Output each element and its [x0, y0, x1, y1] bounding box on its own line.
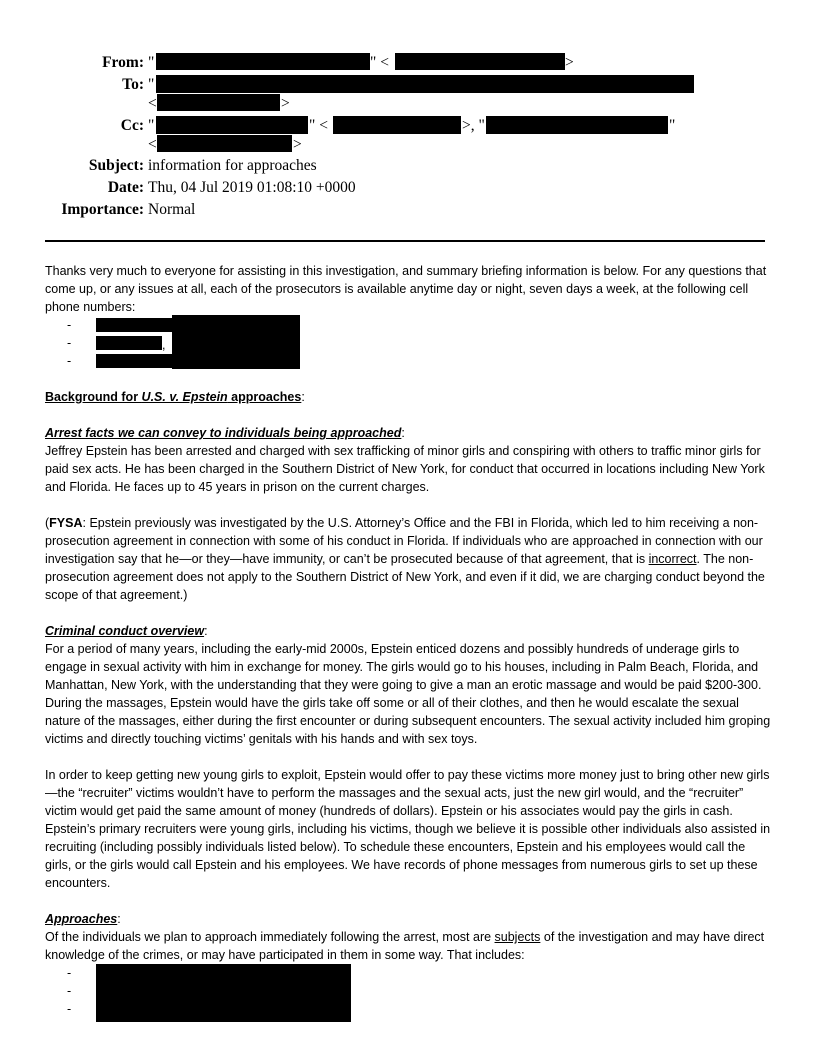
redaction-cc-email2 [157, 135, 292, 152]
redaction-cc-name2 [486, 116, 668, 134]
cc-bracket-open: < [148, 136, 157, 153]
from-quote: " [148, 54, 155, 71]
recruit-text: In order to keep getting new young girls to exploit, Epstein would offer to pay these victims more money just to bring other new girls—the “recruiter” victims wouldn’t have to perform the massages and the sexual acts, just the new girl would, and the “recruiter” victim would get paid the same amount of money (hundreds of dollars). Epstein or his associates would pay the girls in cash. Epstein’s primary recruiters were young girls, including his victims, though we believe it is possible other individuals also assisted in recruiting (including possibly individuals listed below). To schedule these encounters, Epstein and his employees would call the girls, or the girls would call Epstein and his employees. We have records of phone messages from numerous girls to set up these encounters. [45, 768, 771, 890]
to-bracket-close: > [281, 95, 290, 112]
approaches-text: Of the individuals we plan to approach immediately following the arrest, most are subjects of the investigation and may have direct knowledge of the crimes, or may have participated in them in some way. That includes: [45, 930, 765, 962]
redaction-phone-block [172, 315, 300, 369]
criminal-section [45, 622, 773, 748]
phone-bullet-2: - [67, 336, 72, 350]
to-quote: " [148, 76, 155, 93]
arrest-heading: Arrest facts we can convey to individuals being approached: [45, 426, 405, 440]
subject-label: Subject: [88, 157, 144, 174]
fysa-text: (FYSA: Epstein previously was investigated by the U.S. Attorney’s Office and the FBI in Florida, which led to him receiving a non-prosecution agreement in connection with some of his conduct in Florida. If individuals who are approached in connection with our investigation say that he—or they—have immunity, or can’t be prosecuted because of that agreement, that is incorrect. The non-prosecution agreement does not apply to the Southern District of New York, and even if it did, we are charging conduct beyond the scope of that agreement.) [45, 516, 765, 602]
redaction-from-name [156, 53, 370, 70]
redaction-to-email [157, 94, 280, 111]
redaction-cc-name1 [156, 116, 308, 134]
approaches-section [45, 910, 773, 964]
phone-comma: , [162, 338, 166, 352]
redaction-approach-list [96, 964, 351, 1022]
from-label: From: [102, 54, 144, 71]
intro-text: Thanks very much to everyone for assisting in this investigation, and summary briefing information is below. For any questions that come up, or any issues at all, each of the prosecutors is available anytime day or night, seven days a week, at the following cell phone numbers: [45, 264, 767, 314]
background-heading: Background for U.S. v. Epstein approaches: [45, 390, 305, 404]
intro-paragraph [45, 262, 773, 316]
redaction-from-email [395, 53, 565, 70]
subject-value: information for approaches [148, 157, 317, 174]
phone-bullet-3: - [67, 354, 72, 368]
arrest-section [45, 424, 773, 496]
criminal-text: For a period of many years, including the early-mid 2000s, Epstein enticed dozens and possibly hundreds of underage girls to engage in sexual activity with him in exchange for money. The girls would go to his houses, including in Palm Beach, Florida, and Manhattan, New York, with the understanding that they were going to give a man an erotic massage and would be paid $200-300. During the massages, Epstein would have the girls take off some or all of their clothes, and then he would escalate the sexual nature of the massages, either during the first encounter or during subsequent encounters. The sexual activity included him groping victims and directly touching victims’ genitals with his hands and with sex toys. [45, 642, 771, 746]
from-quote-bracket: " < [370, 54, 389, 71]
cc-label: Cc: [120, 117, 144, 134]
arrest-text: Jeffrey Epstein has been arrested and charged with sex trafficking of minor girls and conspiring with others to traffic minor girls for paid sex acts. He has been charged in the Southern District of New York, for conduct that occurred in locations including New York and Florida. He faces up to 45 years in prison on the current charges. [45, 444, 765, 494]
recruit-section [45, 766, 773, 892]
redaction-to-line1 [156, 75, 694, 93]
approach-bullet-1: - [67, 966, 72, 980]
criminal-heading: Criminal conduct overview: [45, 624, 208, 638]
background-section [45, 388, 773, 406]
cc-quote-bracket: " < [309, 117, 328, 134]
date-label: Date: [107, 179, 144, 196]
approaches-heading: Approaches: [45, 912, 121, 926]
cc-sep: >, " [462, 117, 485, 134]
approach-bullet-3: - [67, 1002, 72, 1016]
header-divider [45, 240, 765, 242]
cc-quote-close: " [669, 117, 676, 134]
importance-value: Normal [148, 201, 196, 218]
to-bracket-open: < [148, 95, 157, 112]
cc-bracket-close: > [293, 136, 302, 153]
redaction-phone-2a [96, 336, 162, 350]
cc-quote: " [148, 117, 155, 134]
from-bracket-close: > [565, 54, 574, 71]
to-label: To: [122, 76, 144, 93]
approach-bullet-2: - [67, 984, 72, 998]
phone-bullet-1: - [67, 318, 72, 332]
redaction-phone-1a [96, 318, 174, 332]
importance-label: Importance: [61, 201, 144, 218]
redaction-cc-email1 [333, 116, 461, 134]
date-value: Thu, 04 Jul 2019 01:08:10 +0000 [148, 179, 356, 196]
redaction-phone-3a [96, 354, 174, 368]
fysa-section [45, 514, 773, 604]
